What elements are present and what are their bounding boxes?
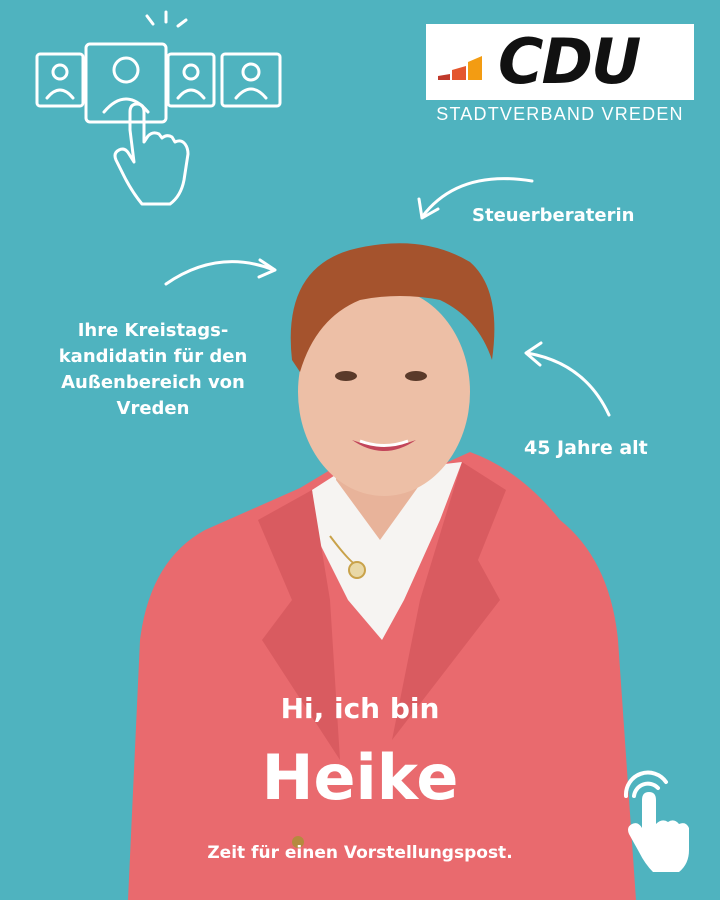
candidate-name: Heike (261, 741, 459, 814)
age-note: 45 Jahre alt (524, 437, 648, 459)
role-line: Vreden (116, 398, 190, 419)
logo-subtitle: STADTVERBAND VREDEN (436, 104, 684, 124)
tap-hand-icon (612, 760, 692, 870)
job-note: Steuerberaterin (472, 205, 635, 226)
tagline-text: Zeit für einen Vorstellungspost. (207, 843, 513, 863)
logo-name: CDU (498, 25, 640, 98)
role-line: Außenbereich von (61, 372, 245, 393)
role-line: kandidatin für den (58, 346, 248, 367)
greeting-text: Hi, ich bin (280, 692, 440, 725)
role-line: Ihre Kreistags- (77, 320, 229, 341)
